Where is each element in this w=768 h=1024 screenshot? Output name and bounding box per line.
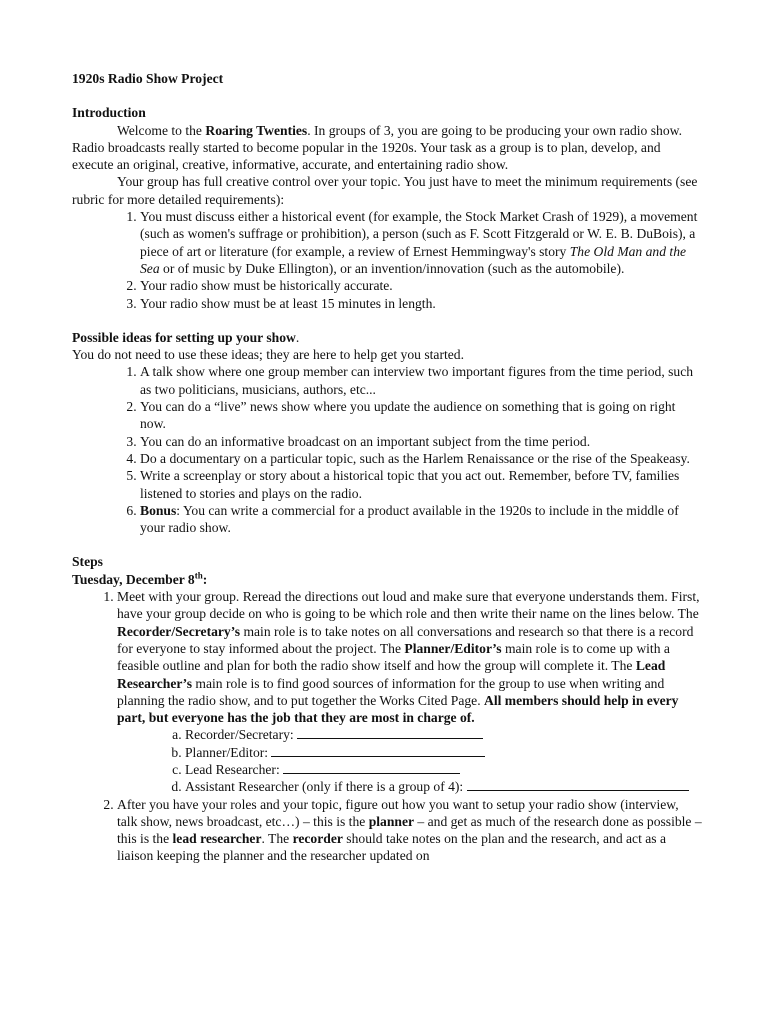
requirement-item: 3. Your radio show must be at least 15 minutes in length.	[140, 295, 702, 312]
idea-item: 1. A talk show where one group member can interview two important figures from the time period, such as two politicians, musicians, authors, etc...	[140, 363, 702, 398]
role-line	[185, 744, 702, 761]
date-superscript: th	[194, 570, 203, 581]
ideas-subtitle: You do not need to use these ideas; they are here to help get you started.	[72, 347, 464, 363]
idea-item: 5. Write a screenplay or story about a historical topic that you act out. Remember, before TV, families listened to stories and plays on the radio.	[140, 467, 702, 502]
intro-text: Welcome to the	[117, 122, 206, 138]
introduction-heading: Introduction	[72, 105, 146, 121]
steps-heading: Steps	[72, 554, 103, 570]
role-label: Lead Researcher:	[185, 761, 284, 777]
step-text: – and get as much of the research done as possible – this is the	[117, 813, 702, 847]
step-text: main role is to come up with a feasible outline and plan for both the radio show itself and how the group will complete it. The	[117, 640, 670, 674]
step-text: Meet with your group. Reread the directions out loud and make sure that everyone understands them. First, have your group decide on who is going to be which role and then write their name on the lines below. The	[117, 589, 700, 622]
requirement-item	[140, 208, 702, 277]
name-blank-line[interactable]	[271, 744, 485, 757]
role-label: Assistant Researcher (only if there is a group of 4):	[185, 779, 467, 795]
step-text: should take notes on the plan and the research, and act as a liaison keeping the planner and the researcher updated on	[117, 831, 667, 864]
document-title: 1920s Radio Show Project	[72, 71, 224, 86]
roles-list	[117, 726, 702, 795]
researcher-role-bold: Lead Researcher’s	[117, 658, 666, 691]
intro-paragraph-1	[72, 122, 702, 174]
ideas-heading-period: .	[295, 329, 300, 345]
step-item	[117, 796, 702, 865]
ideas-heading	[72, 329, 702, 346]
name-blank-line[interactable]	[297, 726, 483, 739]
roaring-twenties-bold: Roaring Twenties	[205, 122, 308, 138]
lead-researcher-bold: lead researcher	[172, 831, 262, 847]
ideas-heading-text: Possible ideas for setting up your show	[72, 329, 296, 345]
role-line	[185, 726, 702, 743]
requirements-list	[72, 208, 702, 312]
steps-list	[72, 588, 702, 865]
bonus-text: : You can write a commercial for a product available in the 1920s to include in the middle of your radio show.	[140, 502, 679, 536]
requirement-text: You must discuss either a historical event (for example, the Stock Market Crash of 1929), a movement (such as women's suffrage or prohibition), a person (such as F. Scott Fitzgerald or W. E. B. DuBois), a piece of art or literature (for example, a review of Ernest Hemmingway's story	[140, 209, 698, 259]
step-item	[117, 588, 702, 796]
planner-role-bold: Planner/Editor’s	[404, 640, 502, 656]
step-text: . The	[261, 831, 293, 847]
intro-text-cont: . In groups of 3, you are going to be producing your own radio show. Radio broadcasts really started to become popular in the 1920s. Your task as a group is to plan, develop, and execute an original, creative, informative, accurate, and entertaining radio show.	[72, 122, 682, 173]
idea-item: 2. You can do a “live” news show where you update the audience on something that is going on right now.	[140, 398, 702, 433]
intro-paragraph-2: Your group has full creative control over your topic. You just have to meet the minimum requirements (see rubric for more detailed requirements):	[72, 174, 698, 207]
book-title-italic: The Old Man and the Sea	[140, 243, 687, 276]
date-colon: :	[202, 571, 208, 587]
idea-item: 3. You can do an informative broadcast on an important subject from the time period.	[140, 433, 702, 450]
idea-item: 4. Do a documentary on a particular topic, such as the Harlem Renaissance or the rise of the Speakeasy.	[140, 450, 702, 467]
recorder-bold: recorder	[292, 831, 343, 847]
bonus-bold: Bonus	[140, 502, 177, 518]
planner-bold: planner	[368, 813, 415, 829]
name-blank-line[interactable]	[467, 778, 689, 791]
step-text: main role is to find good sources of information for the group to use when writing and planning the radio show, and to put together the Works Cited Page.	[117, 675, 665, 708]
steps-date	[72, 571, 702, 588]
recorder-role-bold: Recorder/Secretary’s	[117, 623, 241, 639]
role-line	[185, 761, 702, 778]
idea-item	[140, 502, 702, 537]
ideas-list	[72, 363, 702, 536]
step-text: main role is to take notes on all conversations and research so that there is a record for everyone to stay informed about the project. The	[117, 623, 694, 656]
date-text: Tuesday, December 8	[72, 571, 195, 587]
role-line	[185, 778, 702, 795]
requirement-item: 2. Your radio show must be historically accurate.	[140, 277, 702, 294]
role-label: Recorder/Secretary:	[185, 727, 298, 743]
requirement-text-cont: or of music by Duke Ellington), or an invention/innovation (such as the automobile).	[159, 260, 625, 276]
members-note-bold: All members should help in every part, but everyone has the job that they are most in charge of.	[117, 692, 679, 726]
role-label: Planner/Editor:	[185, 744, 272, 760]
document-page	[72, 70, 702, 865]
step-text: After you have your roles and your topic, figure out how you want to setup your radio show (interview, talk show, news broadcast, etc…) – this is the	[117, 796, 679, 829]
name-blank-line[interactable]	[283, 761, 460, 774]
